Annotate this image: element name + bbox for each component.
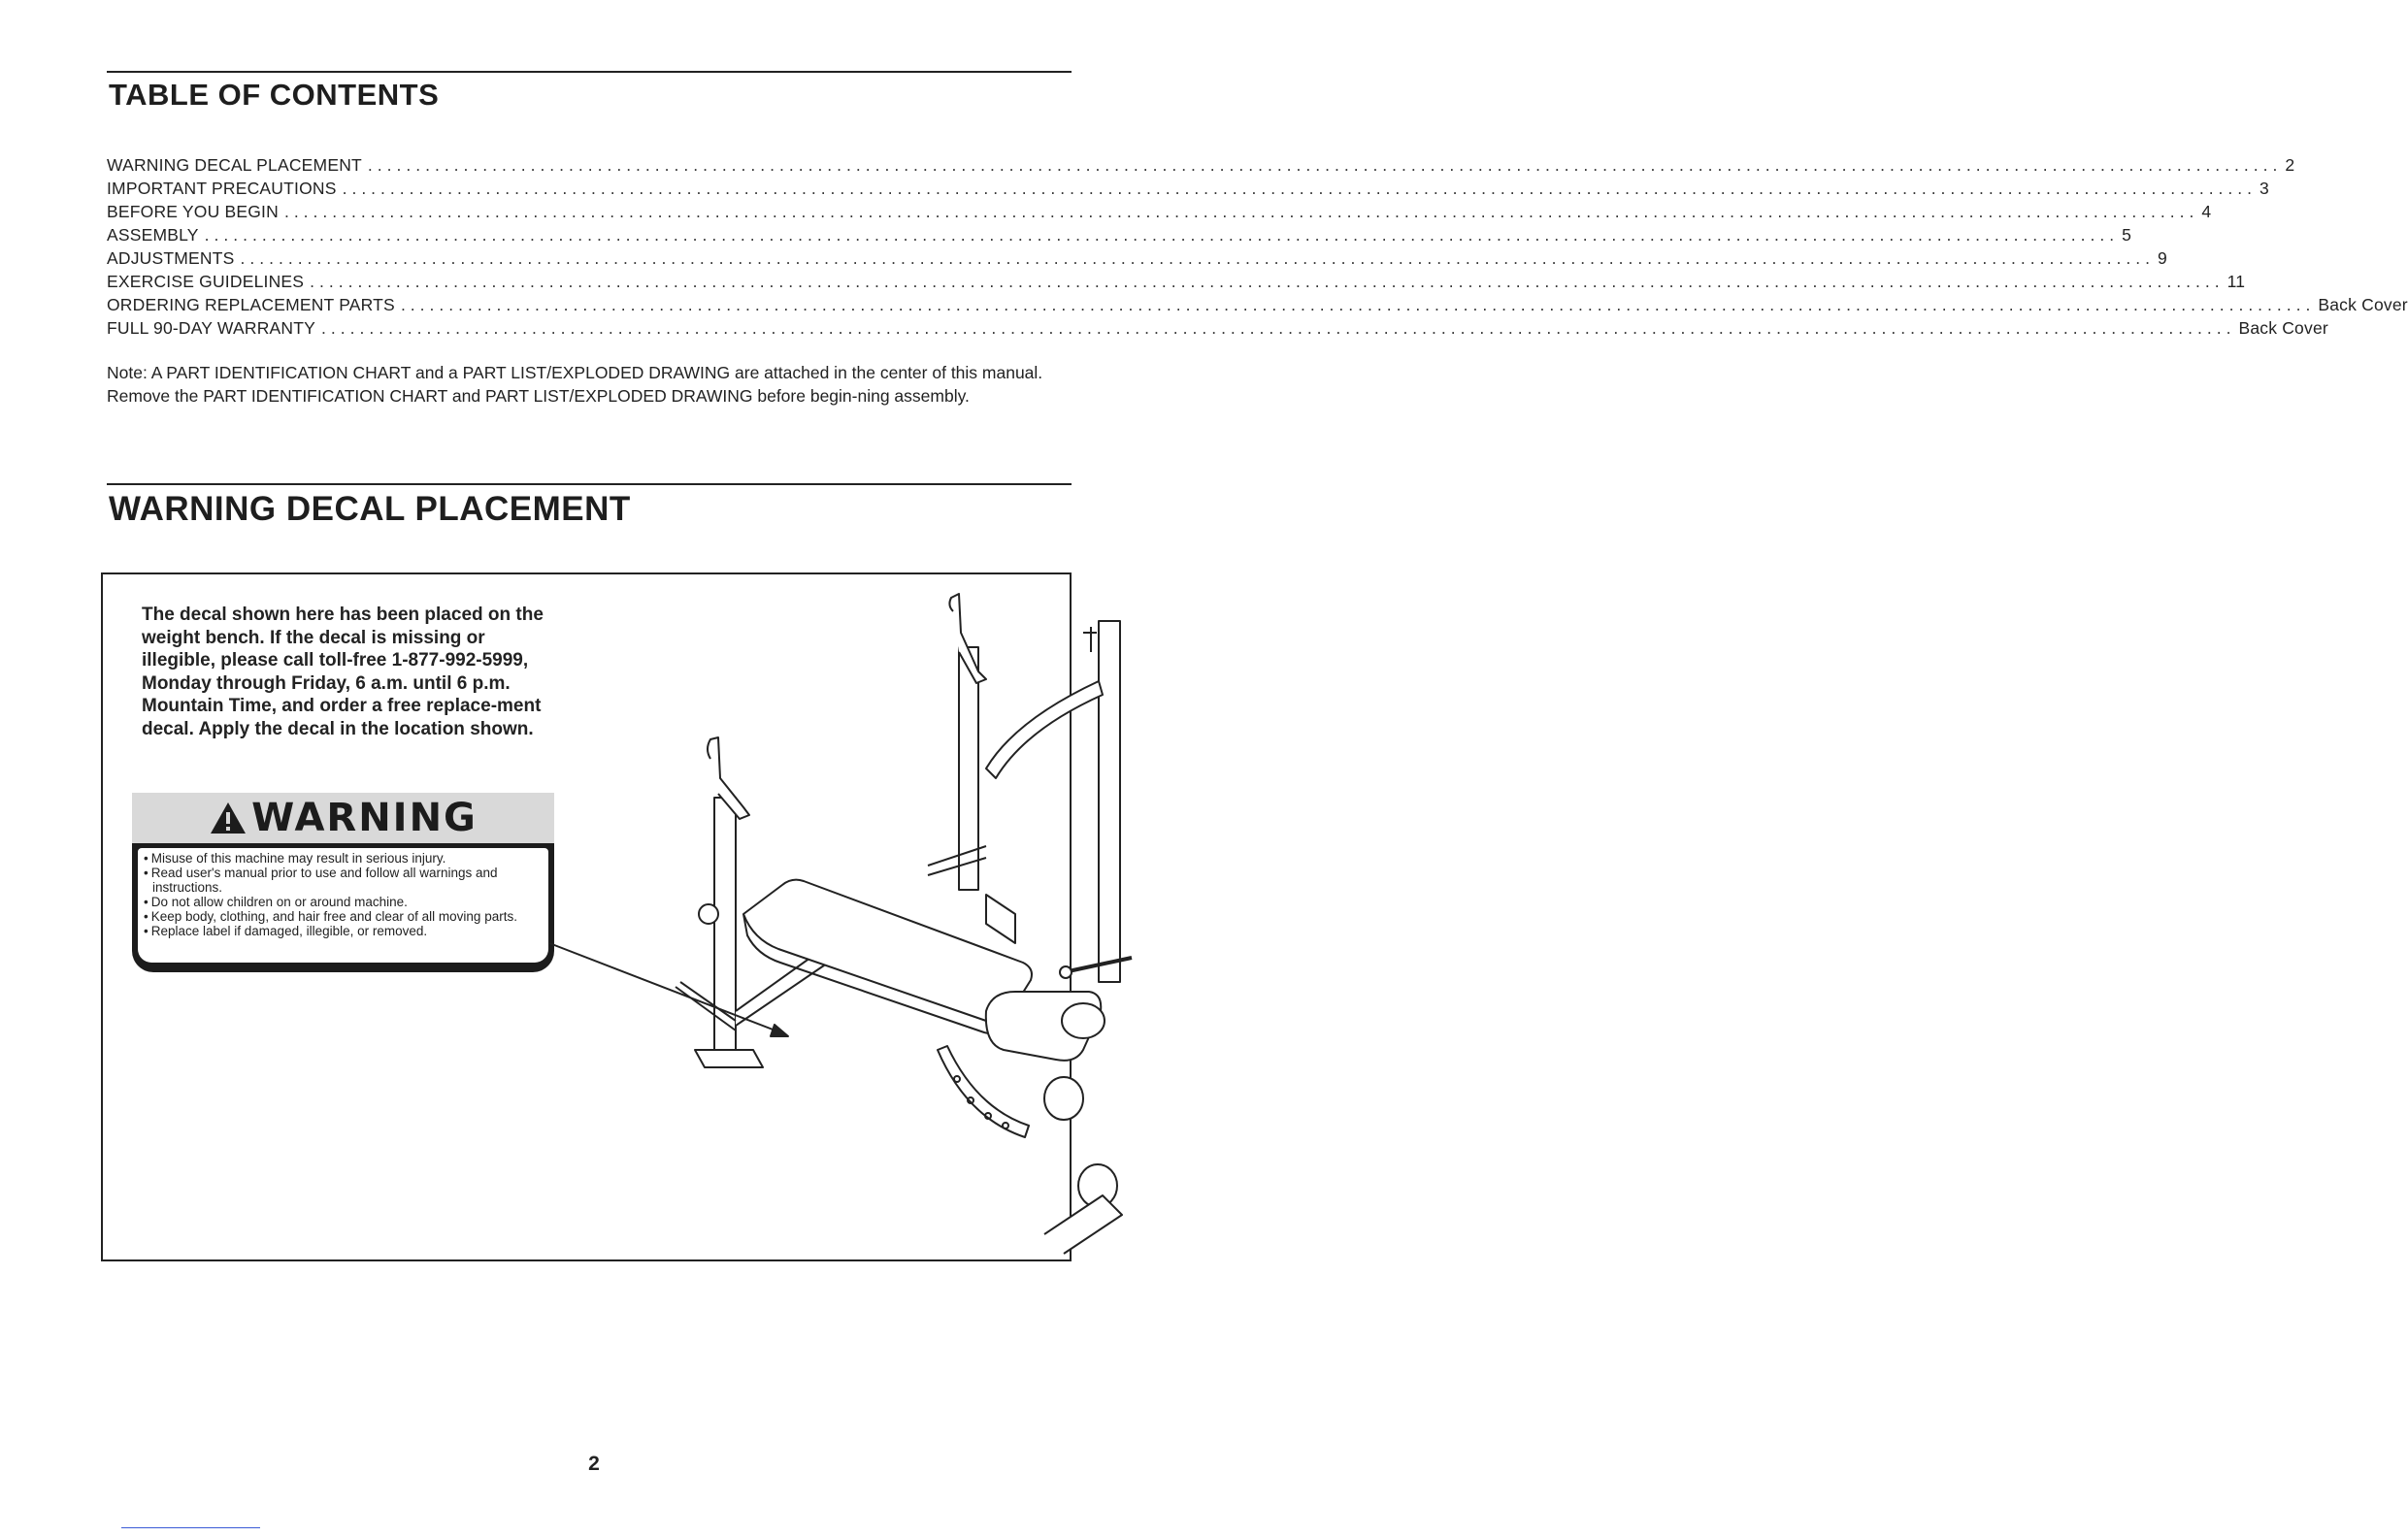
toc-leader-dots: ........................................................................................................................................................................................................ [240,248,2155,268]
toc-leader-dots: ........................................................................................................................................................................................................ [310,272,2225,291]
toc-entry-page: 11 [2227,272,2246,291]
toc-entry-title: FULL 90-DAY WARRANTY [107,318,316,338]
toc-entry-title: EXERCISE GUIDELINES [107,272,305,291]
toc-entry-title: WARNING DECAL PLACEMENT [107,155,362,175]
toc-leader-dots: ........................................................................................................................................................................................................ [321,318,2236,338]
toc-entry-page: 2 [2285,155,2295,175]
toc-entry-page: 3 [2260,179,2269,198]
toc-entry-title: ASSEMBLY [107,225,199,245]
toc-heading: TABLE OF CONTENTS [109,78,440,112]
warning-item: • Replace label if damaged, illegible, or removed. [144,924,543,938]
toc-entry[interactable] [107,200,2212,223]
toc-entry-title: ORDERING REPLACEMENT PARTS [107,295,395,314]
decal-instruction-text: The decal shown here has been placed on the weight bench. If the decal is missing or illegible, please call toll-free 1-877-992-5999, Monday through Friday, 6 a.m. until 6 p.m. Mountain Time, and order a free replace-ment decal. Apply the decal in the location shown. [142,605,544,739]
warning-decal [132,793,554,972]
warning-heading: WARNING DECAL PLACEMENT [109,490,631,528]
toc-entry[interactable] [107,223,2132,246]
toc-entry-title: IMPORTANT PRECAUTIONS [107,179,337,198]
toc-entry-page: Back Cover [2238,318,2328,338]
toc-leader-dots: ........................................................................................................................................................................................................ [342,179,2258,198]
toc-entry[interactable] [107,270,2246,293]
toc-entry[interactable] [107,177,2269,200]
toc-entry-page: 5 [2122,225,2132,245]
toc-leader-dots: ........................................................................................................................................................................................................ [367,155,2283,175]
decal-location-arrow [549,943,780,1032]
toc-leader-dots: ........................................................................................................................................................................................................ [400,295,2316,314]
toc-entry-page: 9 [2157,248,2167,268]
toc-top-rule [107,71,1072,73]
warning-item: • Keep body, clothing, and hair free and clear of all moving parts. [144,909,543,924]
toc-leader-dots: ........................................................................................................................................................................................................ [204,225,2120,245]
warning-triangle-icon [209,801,247,835]
toc-entry[interactable] [107,293,2408,316]
toc-entry-page: Back Cover [2318,295,2408,314]
toc-entry-title: ADJUSTMENTS [107,248,235,268]
toc-list [107,153,2408,340]
weight-bench-illustration [559,594,1070,1259]
toc-leader-dots: ........................................................................................................................................................................................................ [283,202,2199,221]
warning-item: • Read user's manual prior to use and follow all warnings and instructions. [144,866,543,895]
page-number: 2 [588,1453,600,1475]
decal-placement-panel [101,572,1072,1261]
assembly-note: Note: A PART IDENTIFICATION CHART and a PART LIST/EXPLODED DRAWING are attached in the center of this manual. Remove the PART IDENTIFICATION CHART and PART LIST/EXPLODED DRAWING before begin-ning assembly. [107,363,1043,406]
toc-entry[interactable] [107,316,2328,340]
toc-entry[interactable] [107,246,2167,270]
warning-item: • Do not allow children on or around machine. [144,895,543,909]
footer-line [121,1527,260,1528]
warning-item: • Misuse of this machine may result in serious injury. [144,851,543,866]
warning-decal-header [132,793,554,843]
toc-entry-title: BEFORE YOU BEGIN [107,202,279,221]
warning-decal-title: WARNING [251,796,478,840]
toc-entry-page: 4 [2201,202,2212,221]
warning-decal-body [138,848,548,963]
front-upright [714,798,736,1060]
toc-entry[interactable] [107,153,2295,177]
warning-top-rule [107,483,1072,485]
